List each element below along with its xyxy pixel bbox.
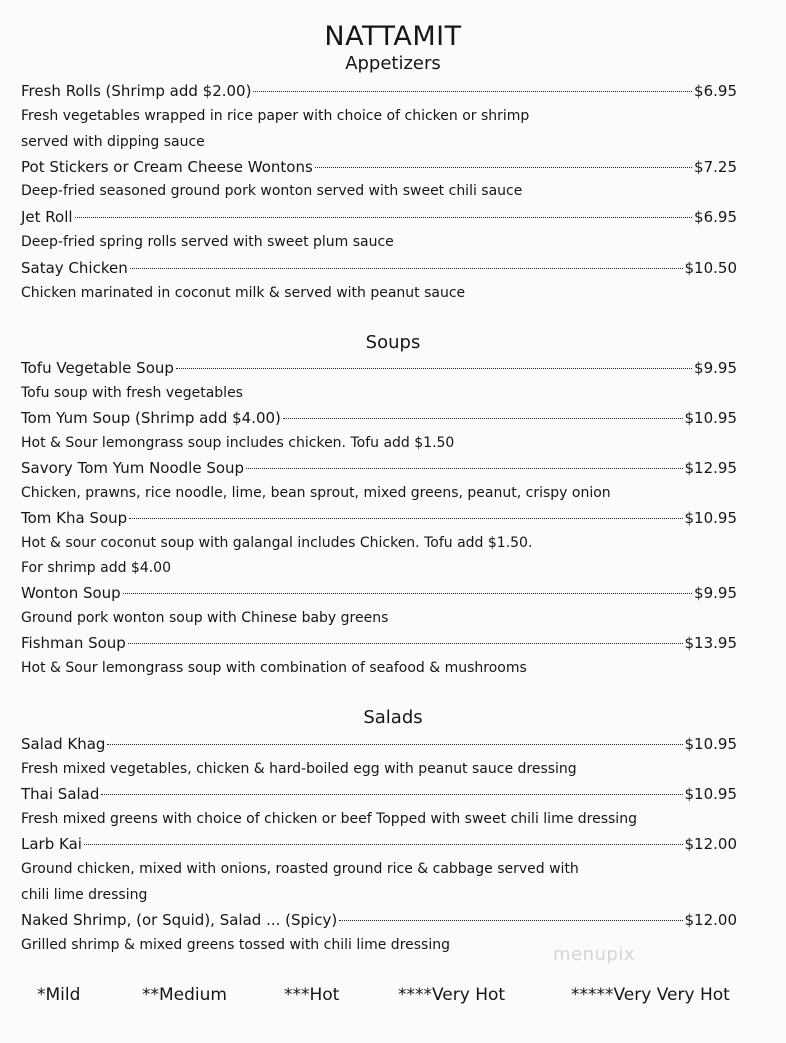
- leader-dots: [130, 268, 683, 269]
- item-name: Thai Salad: [21, 785, 100, 803]
- item-name: Pot Stickers or Cream Cheese Wontons: [21, 158, 313, 176]
- spice-legend-hot: ***Hot: [284, 985, 340, 1005]
- item-description: Deep-fried seasoned ground pork wonton served with sweet chili sauce: [21, 183, 523, 199]
- item-price: $9.95: [694, 359, 737, 377]
- item-description: Ground chicken, mixed with onions, roasted ground rice & cabbage served with: [21, 861, 579, 877]
- section-title-soups: Soups: [365, 332, 421, 353]
- item-description: Grilled shrimp & mixed greens tossed with chili lime dressing: [21, 937, 450, 953]
- item-description: Chicken, prawns, rice noodle, lime, bean sprout, mixed greens, peanut, crispy onion: [21, 485, 611, 501]
- item-name: Tom Kha Soup: [21, 509, 128, 527]
- item-description: Deep-fried spring rolls served with sweet plum sauce: [21, 234, 394, 250]
- spice-legend-very-hot: ****Very Hot: [398, 985, 506, 1005]
- leader-dots: [339, 920, 682, 921]
- leader-dots: [129, 518, 682, 519]
- section-title-appetizers: Appetizers: [345, 53, 441, 74]
- item-description: chili lime dressing: [21, 887, 148, 903]
- leader-dots: [123, 593, 692, 594]
- leader-dots: [283, 418, 683, 419]
- item-price: $12.95: [684, 459, 737, 477]
- menu-item: [21, 506, 737, 530]
- item-name: Satay Chicken: [21, 259, 128, 277]
- item-price: $6.95: [694, 82, 737, 100]
- item-name: Wonton Soup: [21, 584, 121, 602]
- item-name: Jet Roll: [21, 208, 73, 226]
- leader-dots: [84, 844, 683, 845]
- item-price: $12.00: [684, 911, 737, 929]
- item-description: Hot & Sour lemongrass soup includes chicken. Tofu add $1.50: [21, 435, 455, 451]
- spice-legend-medium: **Medium: [142, 985, 227, 1005]
- menu-item: [21, 456, 737, 480]
- item-price: $12.00: [684, 835, 737, 853]
- leader-dots: [101, 794, 682, 795]
- restaurant-name: NATTAMIT: [324, 21, 462, 52]
- item-description: Tofu soup with fresh vegetables: [21, 385, 243, 401]
- leader-dots: [315, 167, 692, 168]
- item-description: Fresh mixed vegetables, chicken & hard-boiled egg with peanut sauce dressing: [21, 761, 577, 777]
- menu-item: [21, 79, 737, 103]
- item-name: Tofu Vegetable Soup: [21, 359, 174, 377]
- item-price: $10.95: [684, 735, 737, 753]
- menu-item: [21, 581, 737, 605]
- menu-item: [21, 256, 737, 280]
- item-price: $10.50: [684, 259, 737, 277]
- item-name: Larb Kai: [21, 835, 82, 853]
- menu-item: [21, 732, 737, 756]
- section-title-salads: Salads: [363, 707, 423, 728]
- item-price: $10.95: [684, 509, 737, 527]
- menu-item: [21, 631, 737, 655]
- item-name: Tom Yum Soup (Shrimp add $4.00): [21, 409, 281, 427]
- menu-item: [21, 155, 737, 179]
- item-price: $10.95: [684, 409, 737, 427]
- menu-item: [21, 205, 737, 229]
- item-name: Salad Khag: [21, 735, 106, 753]
- menu-item: [21, 832, 737, 856]
- item-name: Fishman Soup: [21, 634, 126, 652]
- watermark: menupix: [553, 944, 636, 965]
- spice-legend-mild: *Mild: [37, 985, 81, 1005]
- item-name: Naked Shrimp, (or Squid), Salad ... (Spicy): [21, 911, 338, 929]
- leader-dots: [75, 217, 692, 218]
- item-price: $7.25: [694, 158, 737, 176]
- menu-item: [21, 782, 737, 806]
- item-price: $10.95: [684, 785, 737, 803]
- item-description: Hot & sour coconut soup with galangal includes Chicken. Tofu add $1.50.: [21, 535, 533, 551]
- item-name: Savory Tom Yum Noodle Soup: [21, 459, 245, 477]
- item-price: $13.95: [684, 634, 737, 652]
- item-name: Fresh Rolls (Shrimp add $2.00): [21, 82, 252, 100]
- leader-dots: [246, 468, 682, 469]
- menu-item: [21, 908, 737, 932]
- item-price: $9.95: [694, 584, 737, 602]
- menu-item: [21, 406, 737, 430]
- leader-dots: [128, 643, 683, 644]
- leader-dots: [253, 91, 692, 92]
- item-description: Hot & Sour lemongrass soup with combination of seafood & mushrooms: [21, 660, 527, 676]
- menu-item: [21, 356, 737, 380]
- spice-legend-very-very-hot: *****Very Very Hot: [571, 985, 730, 1005]
- item-description: Fresh mixed greens with choice of chicken or beef Topped with sweet chili lime dressing: [21, 811, 637, 827]
- item-description: For shrimp add $4.00: [21, 560, 171, 576]
- item-description: Chicken marinated in coconut milk & served with peanut sauce: [21, 285, 466, 301]
- item-description: served with dipping sauce: [21, 134, 205, 150]
- item-description: Ground pork wonton soup with Chinese baby greens: [21, 610, 389, 626]
- item-price: $6.95: [694, 208, 737, 226]
- leader-dots: [107, 744, 682, 745]
- item-description: Fresh vegetables wrapped in rice paper with choice of chicken or shrimp: [21, 108, 530, 124]
- leader-dots: [176, 368, 692, 369]
